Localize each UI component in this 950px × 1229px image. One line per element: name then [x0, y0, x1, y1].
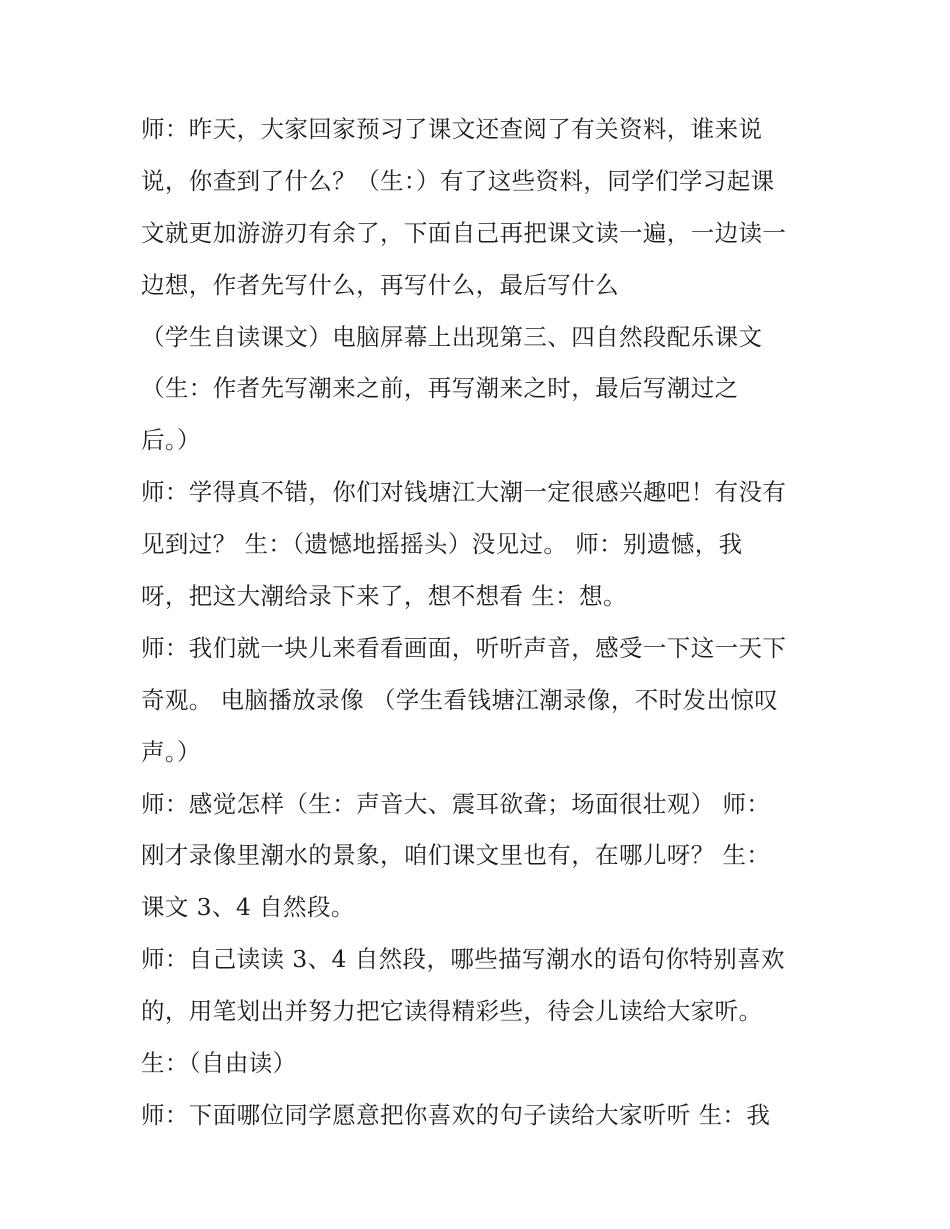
- text-line-17: 师：自己读读 3、4 自然段，哪些描写潮水的语句你特别喜欢: [141, 945, 785, 974]
- text-line-13: 声。）: [141, 737, 201, 766]
- document-body: [141, 104, 821, 1142]
- text-line-1: 师：昨天，大家回家预习了课文还查阅了有关资料，谁来说: [141, 115, 763, 143]
- text-line-8: 师：学得真不错，你们对钱塘江大潮一定很感兴趣吧！有没有: [141, 478, 787, 507]
- text-line-20: 师：下面哪位同学愿意把你喜欢的句子读给大家听听 生：我: [141, 1100, 771, 1129]
- text-line-6: （生：作者先写潮来之前，再写潮来之时，最后写潮过之: [141, 374, 739, 403]
- text-line-5: （学生自读课文）电脑屏幕上出现第三、四自然段配乐课文: [141, 322, 763, 351]
- text-line-9: 见到过？ 生：（遗憾地摇摇头）没见过。 师：别遗憾，我: [141, 530, 743, 559]
- text-line-18: 的，用笔划出并努力把它读得精彩些，待会儿读给大家听。: [141, 997, 763, 1026]
- text-line-3: 文就更加游游刃有余了，下面自己再把课文读一遍，一边读一: [141, 218, 787, 247]
- text-line-7: 后。）: [141, 426, 201, 455]
- text-line-15: 刚才录像里潮水的景象，咱们课文里也有，在哪儿呀？ 生：: [141, 841, 771, 870]
- text-line-16: 课文 3、4 自然段。: [141, 893, 355, 922]
- text-line-14: 师：感觉怎样（生：声音大、震耳欲聋；场面很壮观） 师：: [141, 789, 771, 818]
- text-line-19: 生：（自由读）: [141, 1049, 297, 1078]
- text-line-12: 奇观。 电脑播放录像 （学生看钱塘江潮录像，不时发出惊叹: [141, 685, 779, 714]
- text-line-11: 师：我们就一块儿来看看画面，听听声音，感受一下这一天下: [141, 633, 787, 662]
- text-line-10: 呀，把这大潮给录下来了，想不想看 生：想。: [141, 582, 627, 611]
- text-line-2: 说，你查到了什么？（生：）有了这些资料，同学们学习起课: [141, 166, 775, 195]
- text-line-4: 边想，作者先写什么，再写什么，最后写什么: [141, 270, 619, 299]
